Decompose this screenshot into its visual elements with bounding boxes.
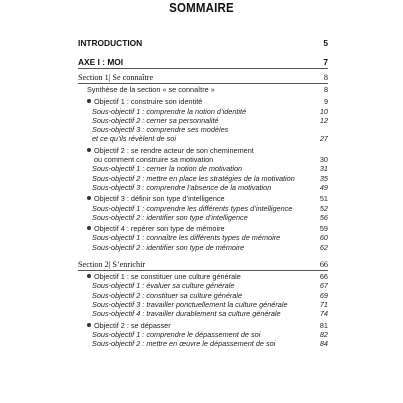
entry-label: Sous-objectif 2 : identifier son type d’intelligence (92, 212, 248, 222)
toc-entry-sous-objectif[interactable] (78, 339, 328, 348)
toc-entry-s2-objectif-2[interactable] (78, 321, 328, 330)
entry-page: 56 (319, 212, 328, 222)
toc-entry-objectif-4[interactable] (78, 224, 328, 233)
entry-page: 8 (323, 73, 328, 82)
entry-page: 5 (323, 38, 328, 48)
bullet-icon (87, 274, 91, 278)
entry-label: Sous-objectif 1 : comprendre les différents types d’intelligence (92, 203, 293, 213)
entry-page: 12 (319, 115, 328, 125)
entry-page: 30 (319, 155, 328, 165)
toc-entry-synthese[interactable] (78, 85, 328, 94)
entry-page: 66 (319, 272, 328, 282)
entry-label: Sous-objectif 1 : comprendre le dépassement de soi (92, 329, 261, 339)
entry-label: INTRODUCTION (78, 38, 143, 48)
entry-label: Sous-objectif 2 : mettre en place les stratégies de la motivation (92, 173, 295, 183)
entry-page: 51 (319, 194, 328, 204)
entry-label: Sous-objectif 2 : mettre en œuvre le dépassement de soi (92, 339, 276, 349)
toc-entry-sous-objectif[interactable] (78, 213, 328, 222)
toc-entry-sous-objectif[interactable] (78, 281, 328, 290)
entry-page: 49 (319, 182, 328, 192)
divider (78, 270, 328, 271)
entry-page: 69 (319, 290, 328, 300)
entry-label-line-2: ou comment construire sa motivation (94, 155, 214, 165)
entry-page: 35 (319, 173, 328, 183)
divider (78, 83, 328, 84)
entry-page: 27 (319, 134, 328, 144)
entry-label: Sous-objectif 1 : connaître les différents types de mémoire (92, 233, 281, 243)
toc-entry-objectif-1[interactable] (78, 97, 328, 106)
entry-label: Sous-objectif 2 : cerner sa personnalité (92, 115, 219, 125)
bullet-icon (87, 323, 91, 327)
bullet-icon (87, 99, 91, 103)
toc-entry-sous-objectif[interactable] (78, 107, 328, 116)
entry-label: Section 1| Se connaître (78, 73, 154, 82)
toc-entry-sous-objectif[interactable] (78, 174, 328, 183)
bullet-icon (87, 148, 91, 152)
entry-label: Objectif 1 : construire son identité (94, 97, 203, 107)
toc-entry-s2-objectif-1[interactable] (78, 272, 328, 281)
toc-entry-objectif-3[interactable] (78, 194, 328, 203)
entry-page: 82 (319, 329, 328, 339)
entry-page: 62 (319, 242, 328, 252)
entry-page: 7 (323, 57, 328, 67)
entry-label: Sous-objectif 3 : travailler ponctuellement la culture générale (92, 299, 288, 309)
entry-page: 10 (319, 106, 328, 116)
entry-page: 52 (319, 203, 328, 213)
toc-entry-sous-objectif[interactable] (78, 183, 328, 192)
page-title: SOMMAIRE (169, 1, 234, 15)
entry-page: 9 (323, 97, 328, 107)
toc-entry-section-1[interactable] (78, 72, 328, 83)
entry-page: 31 (319, 164, 328, 174)
entry-label: Objectif 1 : se constituer une culture générale (94, 272, 241, 282)
entry-label: Section 2| S’enrichir (78, 260, 146, 270)
entry-label: AXE I : MOI (78, 57, 124, 67)
toc-entry-sous-objectif[interactable] (78, 164, 328, 173)
toc-entry-sous-objectif[interactable] (78, 204, 328, 213)
divider (78, 68, 328, 69)
entry-label-line-1: Sous-objectif 3 : comprendre ses modèles (92, 125, 229, 135)
entry-page: 67 (319, 281, 328, 291)
entry-label: Sous-objectif 1 : évaluer sa culture générale (92, 281, 235, 291)
entry-label: Sous-objectif 1 : cerner la notion de motivation (92, 164, 243, 174)
entry-page: 60 (319, 233, 328, 243)
toc-entry-objectif-2[interactable] (78, 146, 328, 155)
toc-entry-sous-objectif[interactable] (78, 309, 328, 318)
toc-entry-sous-objectif[interactable] (78, 330, 328, 339)
entry-page: 8 (323, 85, 328, 94)
entry-label: Sous-objectif 2 : identifier son type de mémoire (92, 242, 245, 252)
entry-page: 81 (319, 320, 328, 330)
toc-entry-sous-objectif[interactable] (78, 233, 328, 242)
entry-label: Sous-objectif 1 : comprendre la notion d’identité (92, 106, 247, 116)
entry-label: Synthèse de la section « se connaître » (87, 85, 215, 94)
bullet-icon (87, 196, 91, 200)
toc-entry-introduction[interactable] (78, 38, 328, 49)
entry-label: Sous-objectif 4 : travailler durablement sa culture générale (92, 309, 281, 319)
entry-page: 74 (319, 309, 328, 319)
table-of-contents (78, 38, 328, 348)
entry-page: 59 (319, 224, 328, 234)
toc-entry-sous-objectif[interactable] (78, 243, 328, 252)
toc-entry-sous-objectif[interactable] (78, 291, 328, 300)
entry-label-line-2: et ce qu’ils révèlent de soi (92, 134, 176, 144)
entry-label: Objectif 3 : définir son type d’intelligence (94, 194, 225, 204)
bullet-icon (87, 226, 91, 230)
toc-entry-axe-1[interactable] (78, 57, 328, 68)
entry-label: Objectif 2 : se dépasser (94, 320, 171, 330)
toc-entry-section-2[interactable] (78, 259, 328, 270)
entry-page: 66 (319, 260, 328, 270)
toc-entry-objectif-2-cont[interactable] (78, 155, 328, 164)
toc-entry-sous-objectif[interactable] (78, 125, 328, 134)
entry-page: 71 (319, 299, 328, 309)
toc-entry-sous-objectif[interactable] (78, 116, 328, 125)
entry-label: Sous-objectif 2 : constituer sa culture générale (92, 290, 243, 300)
entry-label: Sous-objectif 3 : comprendre l’absence de la motivation (92, 182, 272, 192)
entry-label: Objectif 4 : repérer son type de mémoire (94, 224, 225, 234)
toc-entry-sous-objectif-cont[interactable] (78, 134, 328, 143)
entry-page: 84 (319, 339, 328, 349)
entry-label-line-1: Objectif 2 : se rendre acteur de son cheminement (94, 145, 254, 155)
toc-entry-sous-objectif[interactable] (78, 300, 328, 309)
